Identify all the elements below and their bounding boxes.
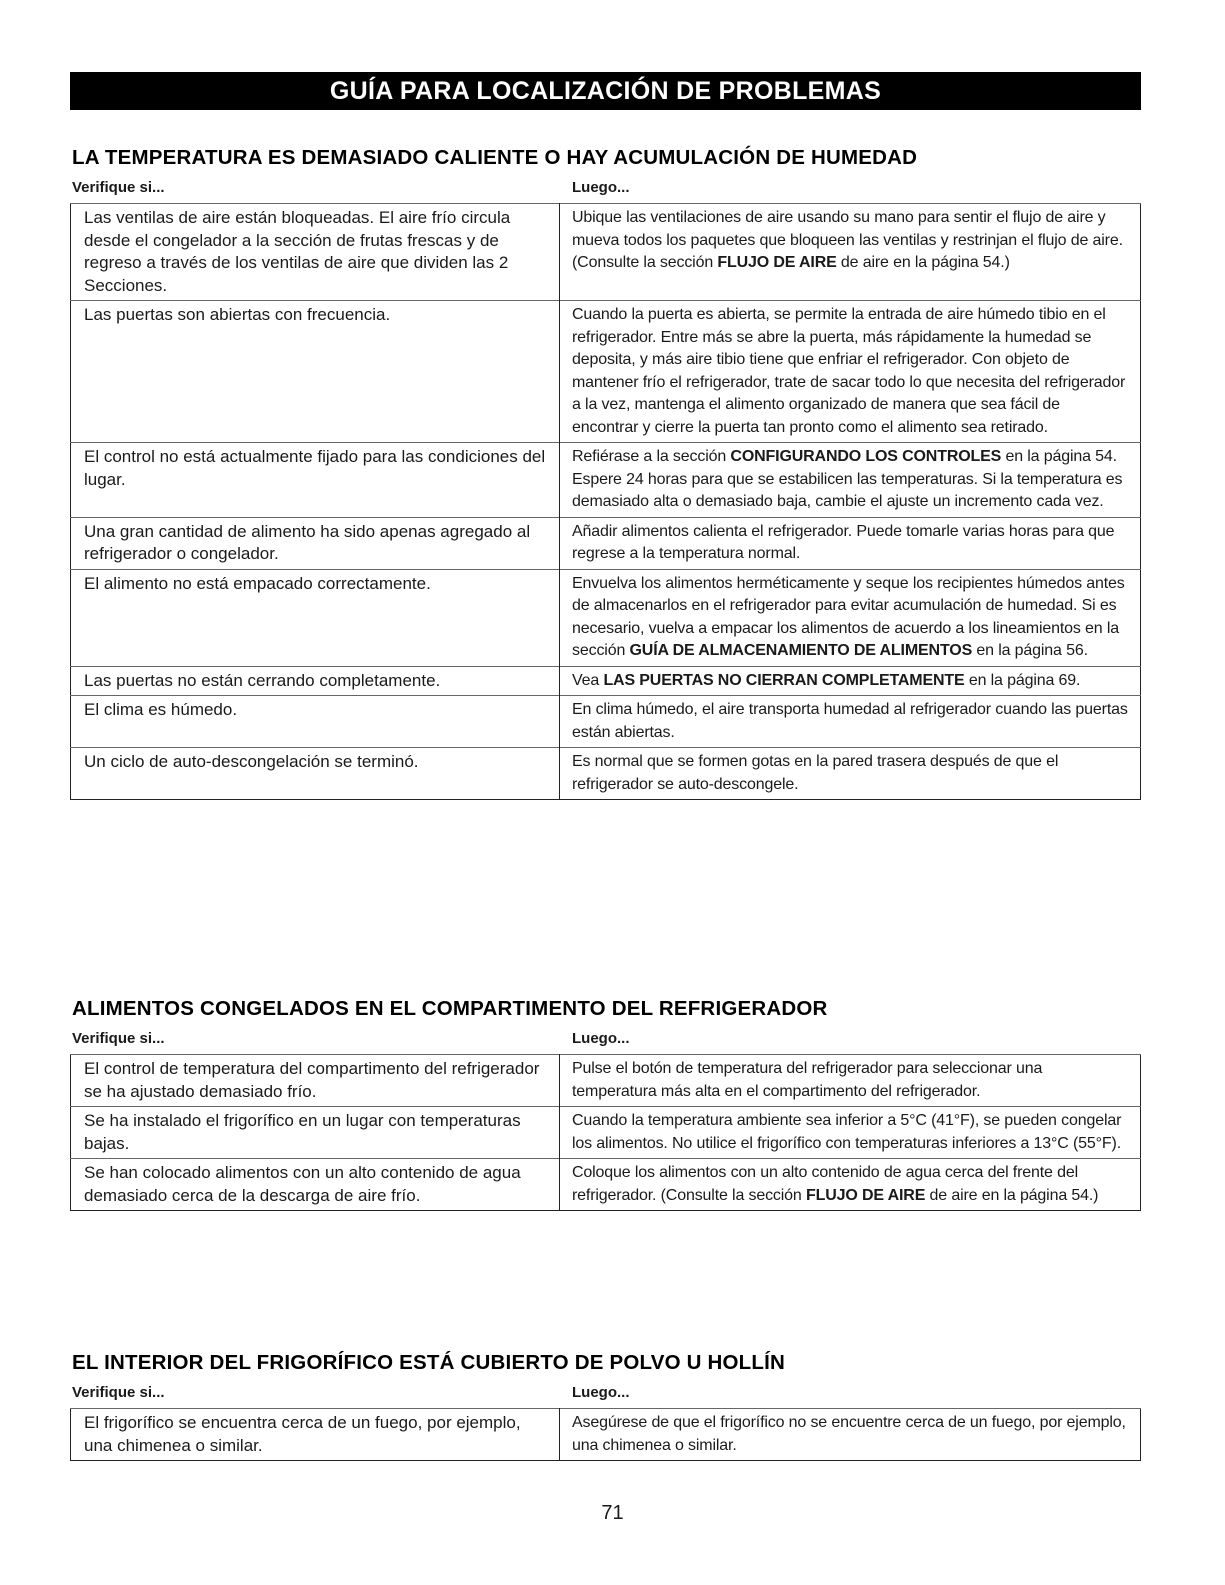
row-check-cell: El control de temperatura del compartimento del refrigerador se ha ajustado demasiado frío. <box>71 1055 560 1107</box>
row-solution-cell <box>560 1055 1141 1107</box>
row-solution-cell <box>560 1159 1141 1211</box>
row-check-cell: Se han colocado alimentos con un alto contenido de agua demasiado cerca de la descarga de aire frío. <box>71 1159 560 1211</box>
solution-text: en la página 69. <box>964 671 1081 689</box>
solution-text: En clima húmedo, el aire transporta humedad al refrigerador cuando las puertas están abiertas. <box>572 701 1128 741</box>
table-row <box>71 666 1141 696</box>
row-check-cell: El control no está actualmente fijado para las condiciones del lugar. <box>71 443 560 518</box>
table-row <box>71 517 1141 569</box>
table-row <box>71 569 1141 666</box>
section-title: ALIMENTOS CONGELADOS EN EL COMPARTIMENTO DEL REFRIGERADOR <box>72 997 828 1020</box>
section-title: EL INTERIOR DEL FRIGORÍFICO ESTÁ CUBIERTO DE POLVO U HOLLÍN <box>72 1351 786 1374</box>
section-dust-soot <box>70 1351 1141 1461</box>
solution-text: Pulse el botón de temperatura del refrigerador para seleccionar una temperatura más alta en el compartimento del refrigerador. <box>572 1060 1043 1100</box>
row-solution-cell <box>560 517 1141 569</box>
table-row <box>71 1107 1141 1159</box>
table-row <box>71 696 1141 748</box>
solution-text: Coloque los alimentos con un alto contenido de agua cerca del frente del refrigerador. (Consulte la sección <box>572 1164 1078 1204</box>
row-solution-cell <box>560 1107 1141 1159</box>
page-banner-title: GUÍA PARA LOCALIZACIÓN DE PROBLEMAS <box>70 72 1141 110</box>
row-solution-cell <box>560 443 1141 518</box>
solution-text: Asegúrese de que el frigorífico no se encuentre cerca de un fuego, por ejemplo, una chimenea o similar. <box>572 1414 1126 1454</box>
row-check-cell: Se ha instalado el frigorífico en un lugar con temperaturas bajas. <box>71 1107 560 1159</box>
table-row <box>71 204 1141 301</box>
table-row <box>71 748 1141 800</box>
column-headers <box>70 179 1141 196</box>
row-check-cell: Un ciclo de auto-descongelación se terminó. <box>71 748 560 800</box>
row-check-cell: Las puertas no están cerrando completamente. <box>71 666 560 696</box>
solution-emphasis: FLUJO DE AIRE <box>717 254 837 271</box>
solution-text: Vea <box>572 671 604 689</box>
solution-emphasis: FLUJO DE AIRE <box>805 1186 926 1204</box>
row-solution-cell <box>560 569 1141 666</box>
solution-text: Ubique las ventilaciones de aire usando su mano para sentir el flujo de aire y mueva todos los paquetes que bloqueen las ventilas y restrinjan el flujo de aire. (Consulte la sección <box>572 209 1123 271</box>
column-header-check: Verifique si... <box>72 1384 165 1401</box>
column-headers <box>70 1384 1141 1401</box>
section-frozen-food <box>70 997 1141 1211</box>
solution-text: Añadir alimentos calienta el refrigerador. Puede tomarle varias horas para que regrese a la temperatura normal. <box>572 522 1115 562</box>
column-header-then: Luego... <box>572 179 630 196</box>
column-header-then: Luego... <box>572 1030 630 1047</box>
row-solution-cell <box>560 301 1141 443</box>
solution-text: en la página 54. Espere 24 horas para que se estabilicen las temperaturas. Si la temperatura es demasiado alta o demasiado baja, cambie el ajuste un incremento cada vez. <box>572 448 1123 510</box>
row-check-cell: Las ventilas de aire están bloqueadas. El aire frío circula desde el congelador a la sección de frutas frescas y de regreso a través de los ventilas de aire que dividen las 2 Secciones. <box>71 204 560 301</box>
page-number: 71 <box>601 1502 624 1524</box>
solution-emphasis: LAS PUERTAS NO CIERRAN COMPLETAMENTE <box>603 671 965 689</box>
row-solution-cell <box>560 696 1141 748</box>
troubleshooting-table <box>70 1408 1141 1461</box>
solution-text: de aire en la página 54.) <box>836 254 1010 271</box>
solution-text: Cuando la puerta es abierta, se permite la entrada de aire húmedo tibio en el refrigerador. Entre más se abre la puerta, más rápidamente la humedad se deposita, y más aire tibio tiene que enfriar el refrigerador. Con objeto de mantener frío el refrigerador, trate de sacar todo lo que necesita del refrigerador a la vez, mantenga el alimento organizado de manera que sea fácil de encontrar y cierre la puerta tan pronto como el alimento sea retirado. <box>572 306 1126 436</box>
solution-text: Envuelva los alimentos herméticamente y seque los recipientes húmedos antes de almacenarlos en el refrigerador para evitar acumulación de humedad. Si es necesario, vuelva a empacar los alimentos de acuerdo a los lineamientos en la sección <box>572 574 1125 659</box>
row-solution-cell <box>560 748 1141 800</box>
solution-text: de aire en la página 54.) <box>925 1186 1099 1204</box>
table-row <box>71 1159 1141 1211</box>
solution-text: en la página 56. <box>972 642 1088 659</box>
table-row <box>71 1055 1141 1107</box>
table-row <box>71 1409 1141 1461</box>
row-check-cell: El clima es húmedo. <box>71 696 560 748</box>
table-row <box>71 301 1141 443</box>
row-check-cell: El frigorífico se encuentra cerca de un fuego, por ejemplo, una chimenea o similar. <box>71 1409 560 1461</box>
row-solution-cell <box>560 1409 1141 1461</box>
column-header-check: Verifique si... <box>72 179 165 196</box>
solution-text: Cuando la temperatura ambiente sea inferior a 5°C (41°F), se pueden congelar los alimentos. No utilice el frigorífico con temperaturas inferiores a 13°C (55°F). <box>572 1112 1122 1152</box>
solution-text: Refiérase a la sección <box>572 448 731 465</box>
troubleshooting-table <box>70 203 1141 800</box>
troubleshooting-table <box>70 1054 1141 1211</box>
column-header-check: Verifique si... <box>72 1030 165 1047</box>
solution-emphasis: GUÍA DE ALMACENAMIENTO DE ALIMENTOS <box>629 642 973 659</box>
row-check-cell: El alimento no está empacado correctamente. <box>71 569 560 666</box>
section-warm-humidity <box>70 146 1141 800</box>
table-row <box>71 443 1141 518</box>
section-title: LA TEMPERATURA ES DEMASIADO CALIENTE O HAY ACUMULACIÓN DE HUMEDAD <box>72 146 918 169</box>
row-check-cell: Una gran cantidad de alimento ha sido apenas agregado al refrigerador o congelador. <box>71 517 560 569</box>
row-solution-cell <box>560 204 1141 301</box>
row-check-cell: Las puertas son abiertas con frecuencia. <box>71 301 560 443</box>
solution-text: Es normal que se formen gotas en la pared trasera después de que el refrigerador se auto-descongele. <box>572 753 1059 793</box>
column-header-then: Luego... <box>572 1384 630 1401</box>
column-headers <box>70 1030 1141 1047</box>
row-solution-cell <box>560 666 1141 696</box>
solution-emphasis: CONFIGURANDO LOS CONTROLES <box>730 448 1002 465</box>
